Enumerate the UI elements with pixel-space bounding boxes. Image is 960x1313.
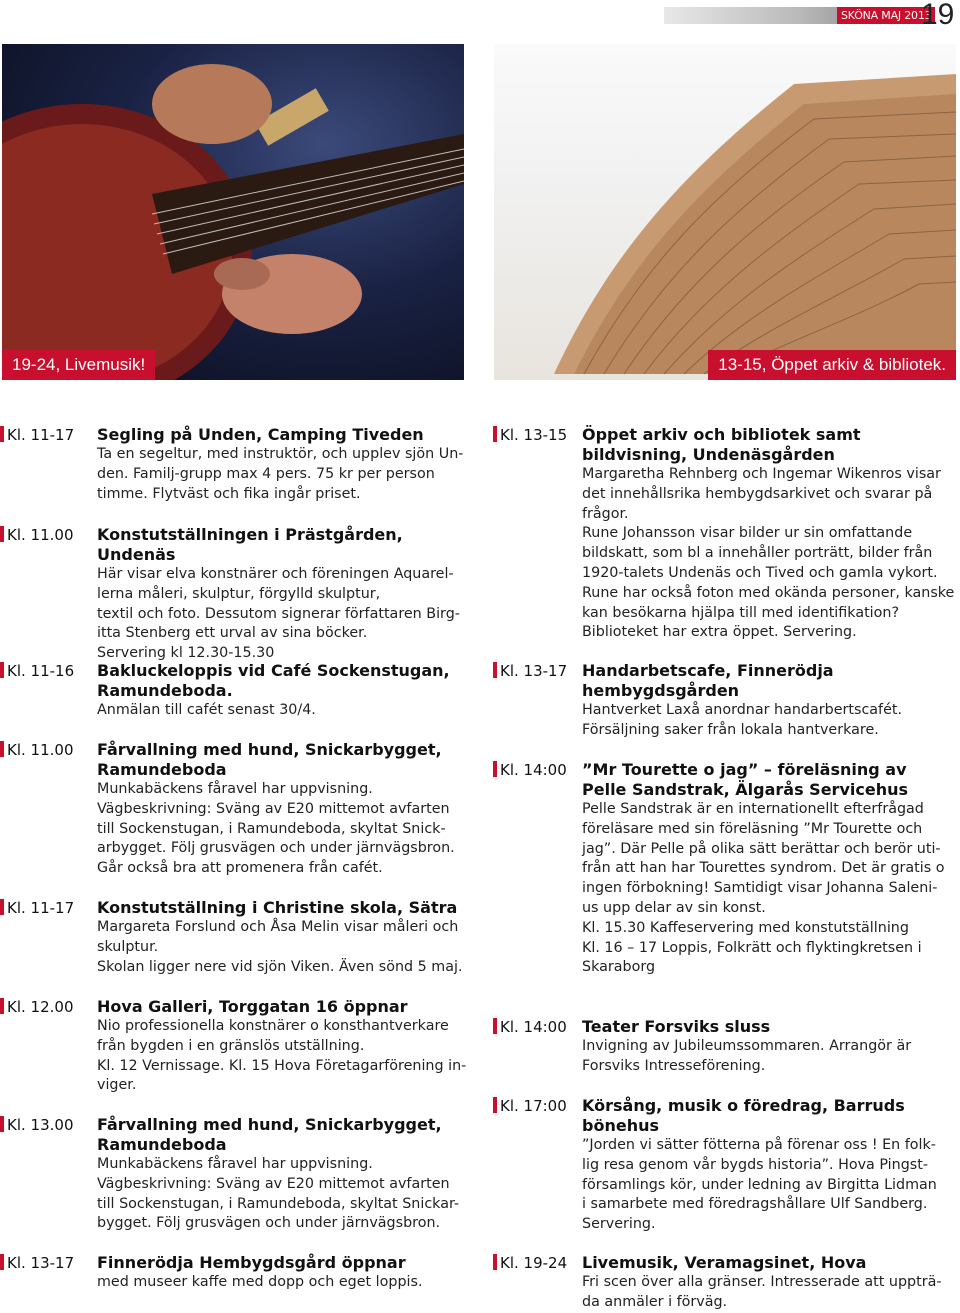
photo-caption-left: 19-24, Livemusik! xyxy=(2,350,155,380)
event-line: lig resa genom vår bygds historia”. Hova Pingst- xyxy=(582,1156,928,1173)
event-line: Går också bra att promenera från cafét. xyxy=(97,860,383,877)
event-time: Kl. 12.00 xyxy=(0,997,73,1017)
event-time: Kl. 13-17 xyxy=(0,1253,74,1273)
event-title: ”Mr Tourette o jag” – föreläsning av Pelle Sandstrak, Älgarås Servicehus xyxy=(582,760,908,799)
guitar-photo xyxy=(2,44,464,380)
event-line: Pelle Sandstrak är en internationellt efterfrågad xyxy=(582,801,924,817)
event-time: Kl. 13.00 xyxy=(0,1115,73,1135)
event-line: Kl. 15.30 Kaffeservering med konstutställning xyxy=(582,919,909,936)
event-line: Vägbeskrivning: Sväng av E20 mittemot avfarten xyxy=(97,1175,450,1192)
event-line: textil och foto. Dessutom signerar författaren Birg- xyxy=(97,605,460,622)
event-line: Skolan ligger nere vid sjön Viken. Även sönd 5 maj. xyxy=(97,958,463,975)
event-line: Anmälan till cafét senast 30/4. xyxy=(97,702,316,718)
event-time: Kl. 11-16 xyxy=(0,661,74,681)
event-line: bildskatt, som bl a innehåller porträtt, bilder från xyxy=(582,545,933,562)
event-title: Öppet arkiv och bibliotek samt bildvisning, Undenäsgården xyxy=(582,425,861,464)
event-title: Hova Galleri, Torggatan 16 öppnar xyxy=(97,997,408,1016)
event-line: Kl. 16 – 17 Loppis, Folkrätt och flyktingkretsen i xyxy=(582,939,922,956)
event-line: Här visar elva konstnärer och föreningen Aquarel- xyxy=(97,566,454,582)
event-line: viger. xyxy=(97,1077,137,1094)
event-line: Kl. 12 Vernissage. Kl. 15 Hova Företagarförening in- xyxy=(97,1057,467,1074)
event-line: Skaraborg xyxy=(582,959,656,976)
event-time: Kl. 19-24 xyxy=(493,1253,567,1273)
event-time: Kl. 17:00 xyxy=(493,1096,567,1116)
event-line: Hantverket Laxå anordnar handarbertscafét. xyxy=(582,702,903,718)
event-title: Segling på Unden, Camping Tiveden xyxy=(97,425,424,444)
event-line: föreläsare med sin föreläsning ”Mr Tourette och xyxy=(582,820,923,837)
event-line: från bygden i en gränslös utställning. xyxy=(97,1037,365,1054)
event-line: 1920-talets Undenäs och Tived och gamla vykort. xyxy=(582,564,938,581)
event-line: Rune har också foton med okända personer, kanske xyxy=(582,584,955,601)
event-line: da anmäler i förväg. xyxy=(582,1293,728,1310)
event-time: Kl. 14:00 xyxy=(493,760,567,780)
event-line: Invigning av Jubileumssommaren. Arrangör är xyxy=(582,1038,912,1054)
event-time: Kl. 14:00 xyxy=(493,1017,567,1037)
event-line: till Sockenstugan, i Ramundeboda, skyltat Snick- xyxy=(97,820,446,837)
event-title: Teater Forsviks sluss xyxy=(582,1017,771,1036)
event-time: Kl. 11-17 xyxy=(0,425,74,445)
event-line: Vägbeskrivning: Sväng av E20 mittemot avfarten xyxy=(97,800,450,817)
event-line: församlings kör, under ledning av Birgitta Lidman xyxy=(582,1176,937,1193)
event-line: Ta en segeltur, med instruktör, och upplev sjön Un- xyxy=(97,446,464,462)
event-line: ”Jorden vi sätter fötterna på förenar oss ! En folk- xyxy=(582,1137,936,1153)
event-line: Biblioteket har extra öppet. Servering. xyxy=(582,624,857,641)
event-title: Körsång, musik o föredrag, Barruds bönehus xyxy=(582,1096,905,1135)
event-line: Munkabäckens fåravel har uppvisning. xyxy=(97,781,373,797)
event-line: jag”. Där Pelle på olika sätt berättar och berör uti- xyxy=(582,840,941,857)
event-line: i samarbete med föredragshållare Ulf Sandberg. xyxy=(582,1196,928,1213)
event-time: Kl. 13-17 xyxy=(493,661,567,681)
event-line: us upp delar av sin konst. xyxy=(582,899,766,916)
photo-caption-right: 13-15, Öppet arkiv & bibliotek. xyxy=(708,350,956,380)
event-line: med museer kaffe med dopp och eget loppis. xyxy=(97,1274,423,1290)
event-time: Kl. 11-17 xyxy=(0,898,74,918)
event-line: Servering kl 12.30-15.30 xyxy=(97,645,275,662)
event-line: Försäljning saker från lokala hantverkare. xyxy=(582,721,879,738)
event-line: Rune Johansson visar bilder ur sin omfattande xyxy=(582,525,913,542)
event-title: Fårvallning med hund, Snickarbygget, Ramundeboda xyxy=(97,1115,442,1154)
event-line: itta Stenberg ett urval av sina böcker. xyxy=(97,625,368,642)
event-line: bygget. Följ grusvägen och under järnvägsbron. xyxy=(97,1215,441,1232)
event-title: Konstutställningen i Prästgården, Undenäs xyxy=(97,525,403,564)
event-title: Fårvallning med hund, Snickarbygget, Ramundeboda xyxy=(97,740,442,779)
event-title: Finnerödja Hembygdsgård öppnar xyxy=(97,1253,406,1272)
event-line: Margareta Forslund och Åsa Melin visar måleri och xyxy=(97,919,459,935)
event-title: Handarbetscafe, Finnerödja hembygdsgården xyxy=(582,661,834,700)
event-line: lerna måleri, skulptur, förgylld skulptur, xyxy=(97,585,381,602)
event-title: Bakluckeloppis vid Café Sockenstugan, Ramundeboda. xyxy=(97,661,450,700)
book-illustration xyxy=(494,44,956,380)
event-line: arbygget. Följ grusvägen och under järnvägsbron. xyxy=(97,840,455,857)
event-line: timme. Flytväst och fika ingår priset. xyxy=(97,485,361,502)
event-line: skulptur. xyxy=(97,938,159,955)
event-line: Fri scen över alla gränser. Intresserade att uppträ- xyxy=(582,1274,942,1290)
page-number: 19 xyxy=(921,0,955,31)
event-title: Livemusik, Veramagsinet, Hova xyxy=(582,1253,867,1272)
event-line: den. Familj-grupp max 4 pers. 75 kr per person xyxy=(97,465,435,482)
event-time: Kl. 11.00 xyxy=(0,525,73,545)
event-line: Servering. xyxy=(582,1216,656,1233)
event-line: det innehållsrika hembygdsarkivet och svarar på xyxy=(582,485,933,502)
event-title: Konstutställning i Christine skola, Sätra xyxy=(97,898,458,917)
event-line: Munkabäckens fåravel har uppvisning. xyxy=(97,1156,373,1172)
guitar-illustration xyxy=(2,44,464,380)
section-tag: SKÖNA MAJ 2013 xyxy=(837,7,935,24)
event-line: ingen förbokning! Samtidigt visar Johanna Saleni- xyxy=(582,880,938,897)
event-line: Forsviks Intresseförening. xyxy=(582,1057,766,1074)
event-line: Margaretha Rehnberg och Ingemar Wikenros visar xyxy=(582,466,941,482)
event-line: kan besökarna hjälpa till med identifikation? xyxy=(582,604,900,621)
event-line: frågor. xyxy=(582,505,629,522)
event-time: Kl. 11.00 xyxy=(0,740,73,760)
book-photo xyxy=(494,44,956,380)
event-line: Nio professionella konstnärer o konsthantverkare xyxy=(97,1018,449,1034)
event-time: Kl. 13-15 xyxy=(493,425,567,445)
event-line: från att han har Tourettes syndrom. Det är gratis o xyxy=(582,860,945,877)
event-line: till Sockenstugan, i Ramundeboda, skyltat Snickar- xyxy=(97,1195,460,1212)
